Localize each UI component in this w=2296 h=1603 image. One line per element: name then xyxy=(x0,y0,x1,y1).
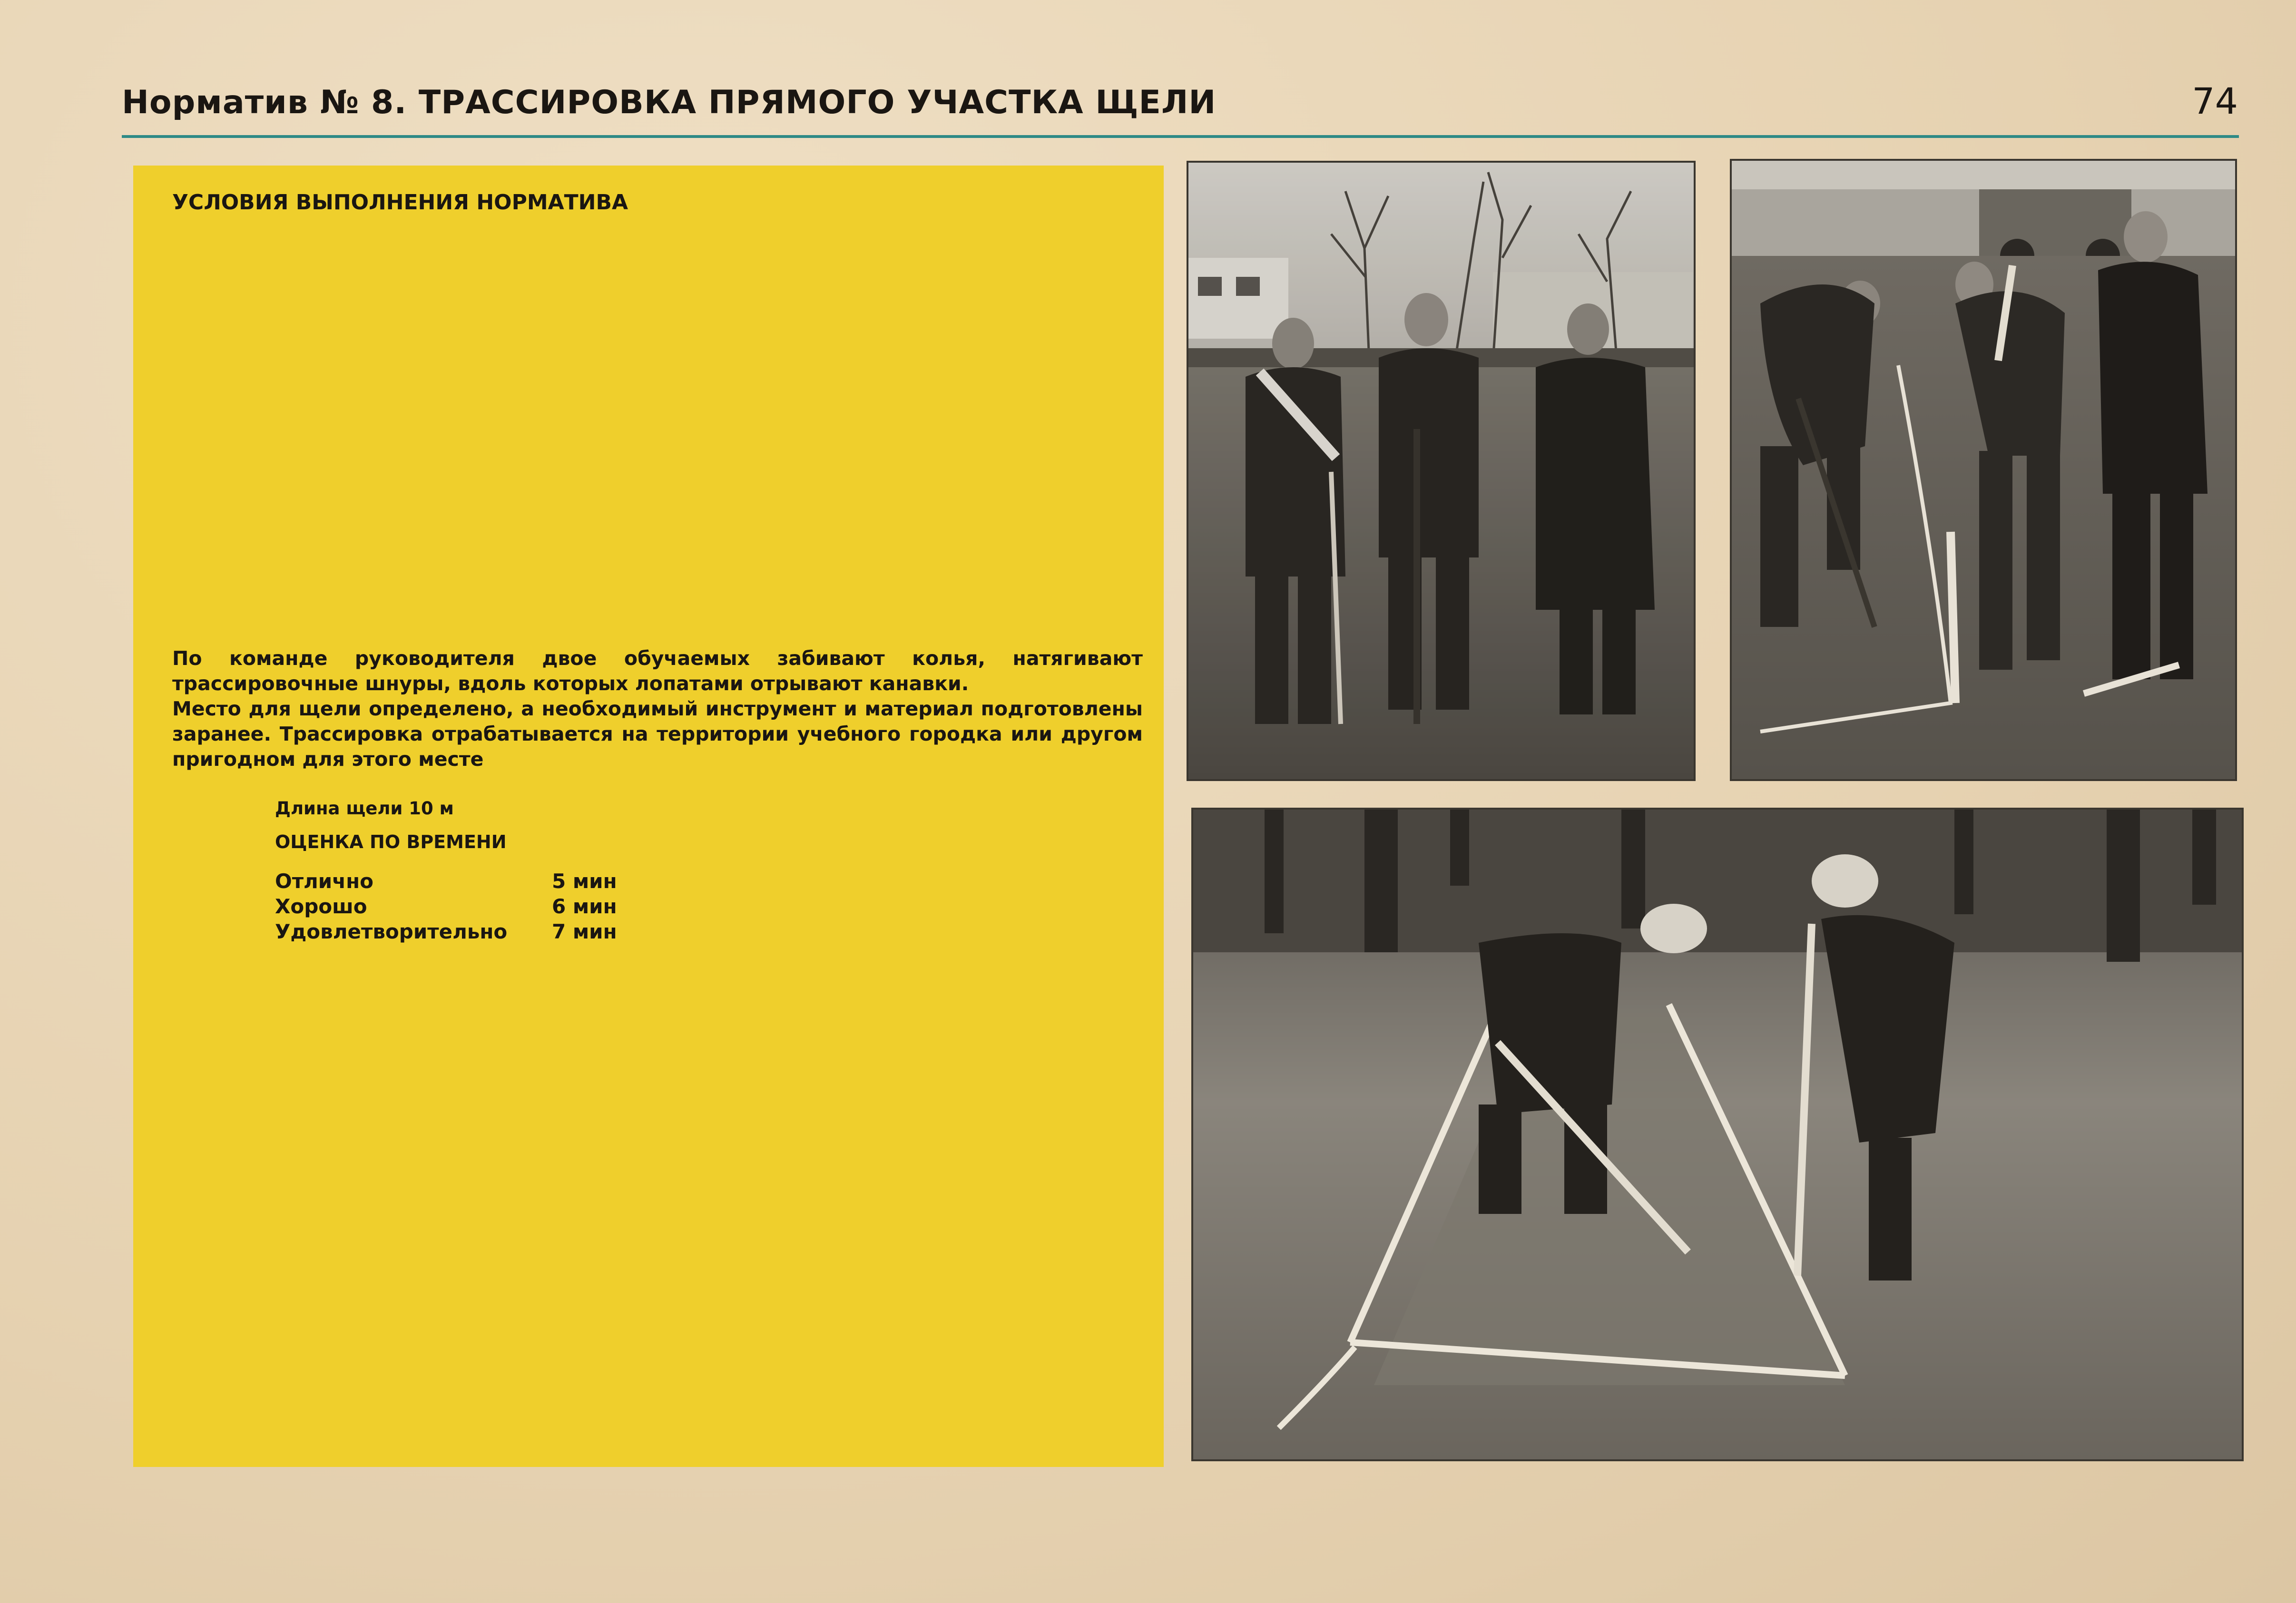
conditions-panel xyxy=(133,166,1164,1467)
rating-label: Хорошо xyxy=(275,895,367,918)
photo-trench-digging xyxy=(1191,808,2244,1461)
rating-label: Отлично xyxy=(275,870,373,893)
photo-instructor-briefing xyxy=(1187,161,1696,781)
conditions-heading: УСЛОВИЯ ВЫПОЛНЕНИЯ НОРМАТИВА xyxy=(172,190,628,215)
conditions-paragraph-1: По команде руководителя двое обучаемых забивают колья, натягивают трассировочные шнуры, вдоль которых лопатами отрывают канавки. xyxy=(172,647,1143,695)
rating-row-good xyxy=(275,894,647,919)
ratings-table xyxy=(275,869,647,944)
slot-length-text: Длина щели 10 м xyxy=(275,798,454,819)
rating-time: 6 мин xyxy=(552,895,617,918)
header-divider xyxy=(122,135,2239,138)
evaluation-heading: ОЦЕНКА ПО ВРЕМЕНИ xyxy=(275,831,507,852)
conditions-text xyxy=(172,646,1143,772)
page-title: Норматив № 8. ТРАССИРОВКА ПРЯМОГО УЧАСТКА ЩЕЛИ xyxy=(122,84,1217,121)
rating-row-excellent xyxy=(275,869,647,894)
conditions-paragraph-2: Место для щели определено, а необходимый инструмент и материал подготовлены заранее. Трассировка отрабатывается на территории учебного городка или другом пригодном для этого месте xyxy=(172,697,1143,771)
photo-stake-driving xyxy=(1730,159,2237,781)
rating-label: Удовлетворительно xyxy=(275,920,508,943)
rating-time: 7 мин xyxy=(552,920,617,943)
rating-row-satisfactory xyxy=(275,919,647,944)
rating-time: 5 мин xyxy=(552,870,617,893)
page-number: 74 xyxy=(2192,80,2238,122)
